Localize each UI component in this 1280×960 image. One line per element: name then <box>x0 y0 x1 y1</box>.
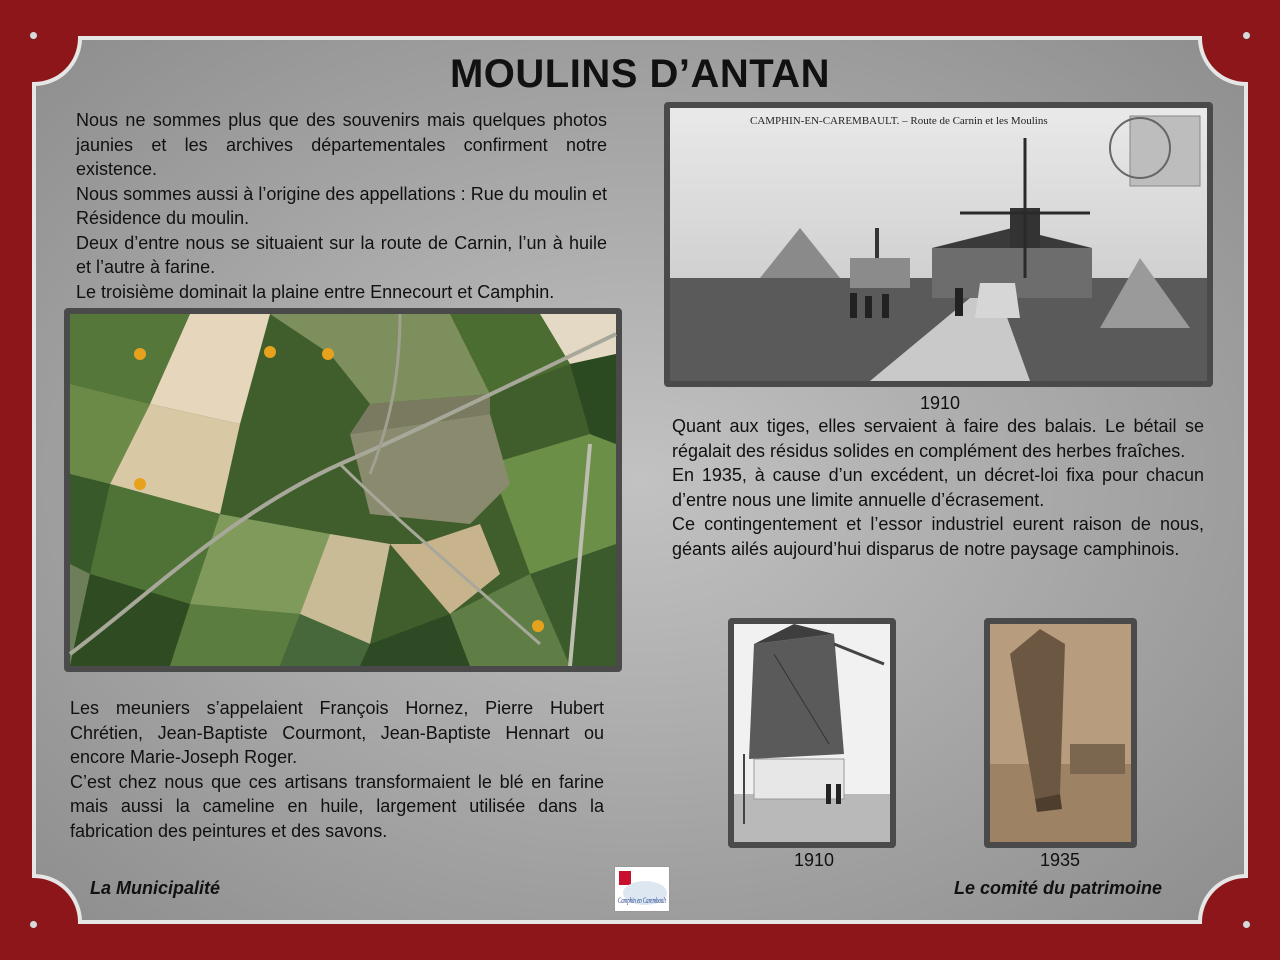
intro-paragraph-4: Le troisième dominait la plaine entre Ennecourt et Camphin. <box>76 281 555 302</box>
bottom-left-text <box>70 696 604 843</box>
windmill-photo-1935 <box>984 618 1137 848</box>
footer-heritage-committee: Le comité du patrimoine <box>954 878 1163 898</box>
aerial-map-photo <box>64 308 622 672</box>
right-paragraph-3: Ce contingentement et l’essor industriel eurent raison de nous, géants ailés aujourd’hui disparus de notre paysage camphinois. <box>672 514 1204 559</box>
logo-text: Camphin en Carembault <box>618 896 667 905</box>
right-paragraph-1: Quant aux tiges, elles servaient à faire des balais. Le bétail se régalait des résidus solides en complément des herbes fraîches. <box>672 416 1204 461</box>
page-title: MOULINS D’ANTAN <box>449 52 831 96</box>
town-logo <box>614 866 670 912</box>
intro-paragraph-1: Nous ne sommes plus que des souvenirs mais quelques photos jaunies et les archives départementales confirment notre existence. <box>76 110 607 179</box>
windmill-1935-caption: 1935 <box>1039 850 1081 870</box>
windmill-1910-caption: 1910 <box>793 850 835 870</box>
intro-paragraph-2: Nous sommes aussi à l’origine des appellations : Rue du moulin et Résidence du moulin. <box>76 183 607 228</box>
postcard-photo-1910 <box>664 102 1213 387</box>
right-paragraph-2: En 1935, à cause d’un excédent, un décret-loi fixa pour chacun d’entre nous une limite annuelle d’écrasement. <box>672 465 1204 510</box>
footer-municipality: La Municipalité <box>90 878 221 898</box>
windmill-photo-1910 <box>728 618 896 848</box>
postcard-printed-caption: CAMPHIN-EN-CAREMBAULT. – Route de Carnin et les Moulins <box>750 115 1048 127</box>
postcard-year-caption: 1910 <box>919 393 961 413</box>
bottom-left-paragraph-1: Les meuniers s’appelaient François Hornez, Pierre Hubert Chrétien, Jean-Baptiste Courmont, Jean-Baptiste Hennart ou encore Marie-Joseph Roger. <box>70 698 604 767</box>
intro-paragraph-3: Deux d’entre nous se situaient sur la route de Carnin, l’un à huile et l’autre à farine. <box>76 232 607 277</box>
bottom-left-paragraph-2: C’est chez nous que ces artisans transformaient le blé en farine mais aussi la cameline en huile, largement utilisée dans la fabrication des peintures et des savons. <box>70 771 604 841</box>
intro-text <box>76 108 607 304</box>
right-text <box>672 414 1204 561</box>
